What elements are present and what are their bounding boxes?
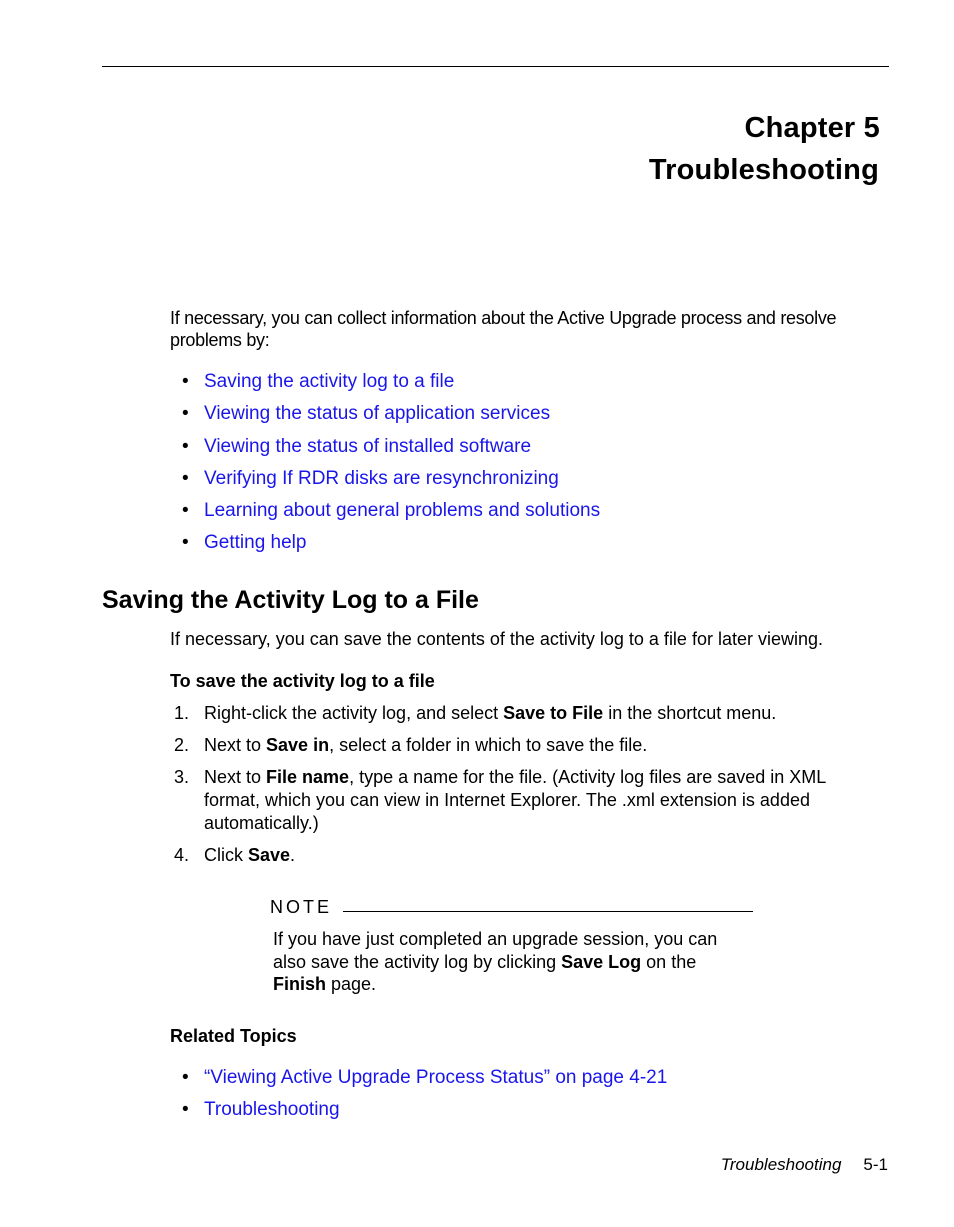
- bullet-icon: •: [182, 435, 189, 457]
- step-ui-term: File name: [266, 767, 350, 787]
- link-general-problems[interactable]: Learning about general problems and solutions: [204, 500, 601, 522]
- section-intro: If necessary, you can save the contents of the activity log to a file for later viewing.: [170, 629, 824, 649]
- bullet-icon: •: [182, 1067, 189, 1088]
- step-number: 4.: [174, 845, 190, 865]
- step-ui-term: Save: [248, 845, 291, 865]
- step-ui-term: Save to File: [503, 703, 604, 723]
- page-number: 5-1: [863, 1155, 888, 1174]
- procedure-steps: [170, 702, 870, 876]
- section-heading: Saving the Activity Log to a File: [102, 586, 479, 614]
- step-text: , select a folder in which to save the file.: [329, 735, 648, 755]
- note-ui-term: Finish: [273, 974, 326, 994]
- footer-title: Troubleshooting: [720, 1155, 842, 1174]
- bullet-icon: •: [182, 532, 189, 554]
- note-text-part: page.: [326, 974, 377, 994]
- link-application-services[interactable]: Viewing the status of application services: [204, 403, 551, 425]
- link-rdr-disks[interactable]: Verifying If RDR disks are resynchronizing: [204, 467, 559, 489]
- bullet-icon: •: [182, 1099, 189, 1121]
- step-text: in the shortcut menu.: [603, 703, 777, 723]
- note-text-part: on the: [641, 951, 697, 972]
- link-troubleshooting[interactable]: Troubleshooting: [204, 1099, 340, 1121]
- link-saving-activity-log[interactable]: Saving the activity log to a file: [204, 371, 455, 392]
- step-text: Next to: [204, 735, 267, 755]
- related-topics-heading: Related Topics: [170, 1026, 297, 1046]
- bullet-icon: •: [182, 500, 189, 522]
- link-process-status[interactable]: “Viewing Active Upgrade Process Status” on page 4-21: [204, 1067, 668, 1088]
- step-item: [170, 734, 870, 757]
- step-ui-term: Save in: [266, 735, 330, 755]
- note-ui-term: Save Log: [561, 951, 642, 972]
- chapter-number: Chapter 5: [744, 112, 880, 144]
- step-item: [170, 702, 870, 725]
- step-text: , type a name for the file. (Activity log files are saved in XML format, which you can view in Internet Explorer. The .xml extension is added automatically.): [204, 767, 826, 833]
- link-installed-software[interactable]: Viewing the status of installed software: [204, 435, 532, 457]
- note-text: [273, 928, 748, 996]
- note-rule: [343, 911, 753, 912]
- bullet-icon: •: [182, 403, 189, 425]
- link-getting-help[interactable]: Getting help: [204, 532, 307, 554]
- intro-paragraph: If necessary, you can collect information about the Active Upgrade process and resolve problems by:: [170, 308, 837, 350]
- step-text: Right-click the activity log, and select: [204, 703, 504, 723]
- page-footer: [721, 1154, 888, 1176]
- step-item: [170, 844, 870, 867]
- note-label: NOTE: [270, 897, 333, 917]
- procedure-heading: To save the activity log to a file: [170, 671, 435, 691]
- step-text: Next to: [204, 767, 267, 787]
- step-number: 3.: [174, 767, 190, 787]
- step-text: Click: [204, 845, 248, 865]
- bullet-icon: •: [182, 371, 189, 392]
- step-number: 2.: [174, 735, 190, 755]
- step-text: .: [290, 845, 296, 865]
- chapter-title: Troubleshooting: [648, 154, 879, 186]
- step-item: [170, 766, 870, 835]
- header-rule: [102, 66, 889, 67]
- note-text-part: If you have just completed an upgrade session, you can also save the activity log by clicking: [273, 929, 718, 972]
- bullet-icon: •: [182, 467, 189, 489]
- step-number: 1.: [174, 703, 190, 723]
